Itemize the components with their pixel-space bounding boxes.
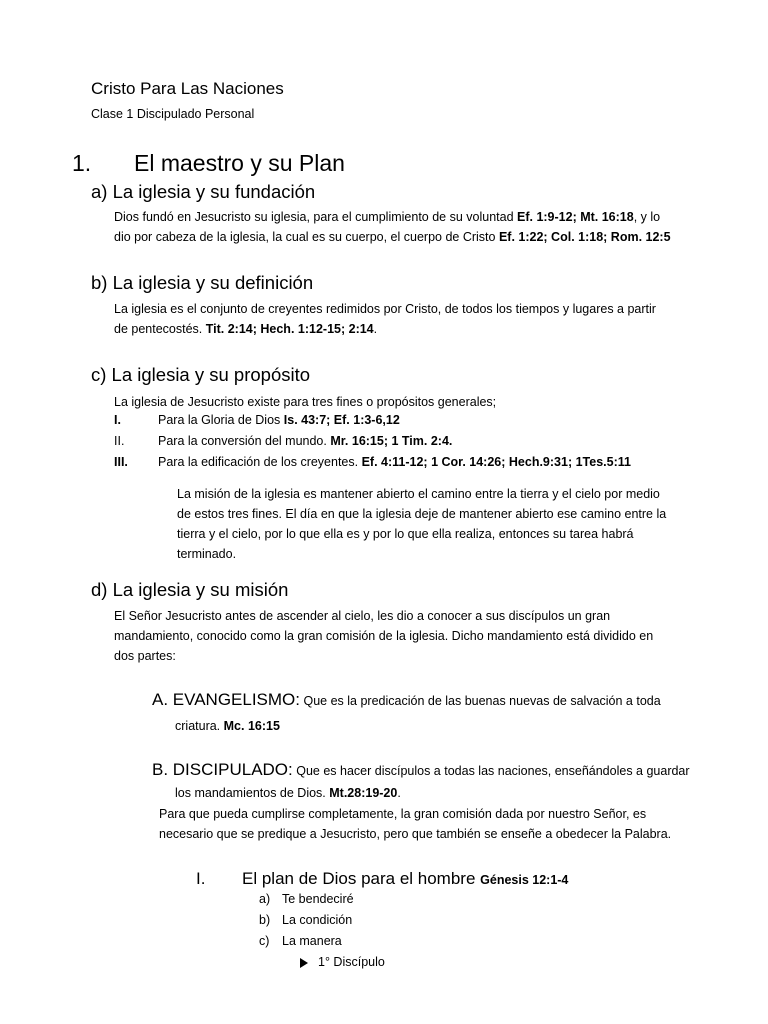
list-item: Para la Gloria de Dios Is. 43:7; Ef. 1:3-6,12	[158, 413, 400, 427]
paragraph-a-line1: Dios fundó en Jesucristo su iglesia, para el cumplimiento de su voluntad Ef. 1:9-12; Mt. 16:18, y lo	[114, 210, 661, 224]
list-item: Para la edificación de los creyentes. Ef. 4:11-12; 1 Cor. 14:26; Hech.9:31; 1Tes.5:11	[158, 455, 631, 469]
plan-item: Te bendeciré	[282, 892, 354, 906]
arrow-bullet-icon	[300, 958, 308, 968]
heading-a: a) La iglesia y su fundación	[91, 181, 316, 202]
paragraph-a-line2: dio por cabeza de la iglesia, la cual es su cuerpo, el cuerpo de Cristo Ef. 1:22; Col. 1:18; Rom. 12:5	[114, 230, 671, 244]
list-item-num: III.	[114, 455, 128, 469]
heading-b: b) La iglesia y su definición	[91, 272, 314, 293]
paragraph-d-line3: dos partes:	[114, 649, 176, 663]
plan-item-letter: c)	[259, 934, 270, 948]
section-title: El maestro y su Plan	[134, 150, 345, 176]
item-discipulado: B. DISCIPULADO: Que es hacer discípulos a todas las naciones, enseñándoles a guardar	[152, 760, 690, 779]
list-item-num: I.	[114, 413, 121, 427]
paragraph-c-mission-line3: tierra y el cielo, por lo que ella es y por lo que ella realiza, entonces su tarea habrá	[177, 527, 634, 541]
paragraph-c-mission-line4: terminado.	[177, 547, 237, 561]
plan-title: El plan de Dios para el hombre Génesis 12:1-4	[242, 869, 569, 888]
paragraph-b-line2: de pentecostés. Tit. 2:14; Hech. 1:12-15; 2:14.	[114, 322, 378, 336]
paragraph-c-intro: La iglesia de Jesucristo existe para tres fines o propósitos generales;	[114, 395, 497, 409]
document-title: Cristo Para Las Naciones	[91, 79, 284, 98]
heading-c: c) La iglesia y su propósito	[91, 364, 311, 385]
paragraph-closing-line2: necesario que se predique a Jesucristo, pero que también se enseñe a obedecer la Palabra.	[159, 827, 672, 841]
document-subtitle: Clase 1 Discipulado Personal	[91, 107, 255, 121]
paragraph-closing-line1: Para que pueda cumplirse completamente, la gran comisión dada por nuestro Señor, es	[159, 807, 647, 821]
item-evangelismo: A. EVANGELISMO: Que es la predicación de las buenas nuevas de salvación a toda	[152, 690, 661, 709]
plan-item: La manera	[282, 934, 342, 948]
plan-item: La condición	[282, 913, 353, 927]
list-item: Para la conversión del mundo. Mr. 16:15; 1 Tim. 2:4.	[158, 434, 453, 448]
plan-item-letter: b)	[259, 913, 271, 927]
paragraph-c-mission-line1: La misión de la iglesia es mantener abierto el camino entre la tierra y el cielo por medio	[177, 487, 660, 501]
plan-item-letter: a)	[259, 892, 271, 906]
plan-sub-item: 1° Discípulo	[300, 955, 385, 969]
paragraph-d-line1: El Señor Jesucristo antes de ascender al cielo, les dio a conocer a sus discípulos un gran	[114, 609, 611, 623]
item-discipulado-line2: los mandamientos de Dios. Mt.28:19-20.	[175, 786, 401, 800]
paragraph-d-line2: mandamiento, conocido como la gran comisión de la iglesia. Dicho mandamiento está dividido en	[114, 629, 654, 643]
section-number: 1.	[72, 150, 92, 176]
item-evangelismo-line2: criatura. Mc. 16:15	[175, 719, 280, 733]
paragraph-b-line1: La iglesia es el conjunto de creyentes redimidos por Cristo, de todos los tiempos y lugares a partir	[114, 302, 656, 316]
heading-d: d) La iglesia y su misión	[91, 579, 289, 600]
list-item-num: II.	[114, 434, 125, 448]
plan-number: I.	[196, 869, 206, 888]
paragraph-c-mission-line2: de estos tres fines. El día en que la iglesia deje de mantener abierto ese camino entre la	[177, 507, 667, 521]
